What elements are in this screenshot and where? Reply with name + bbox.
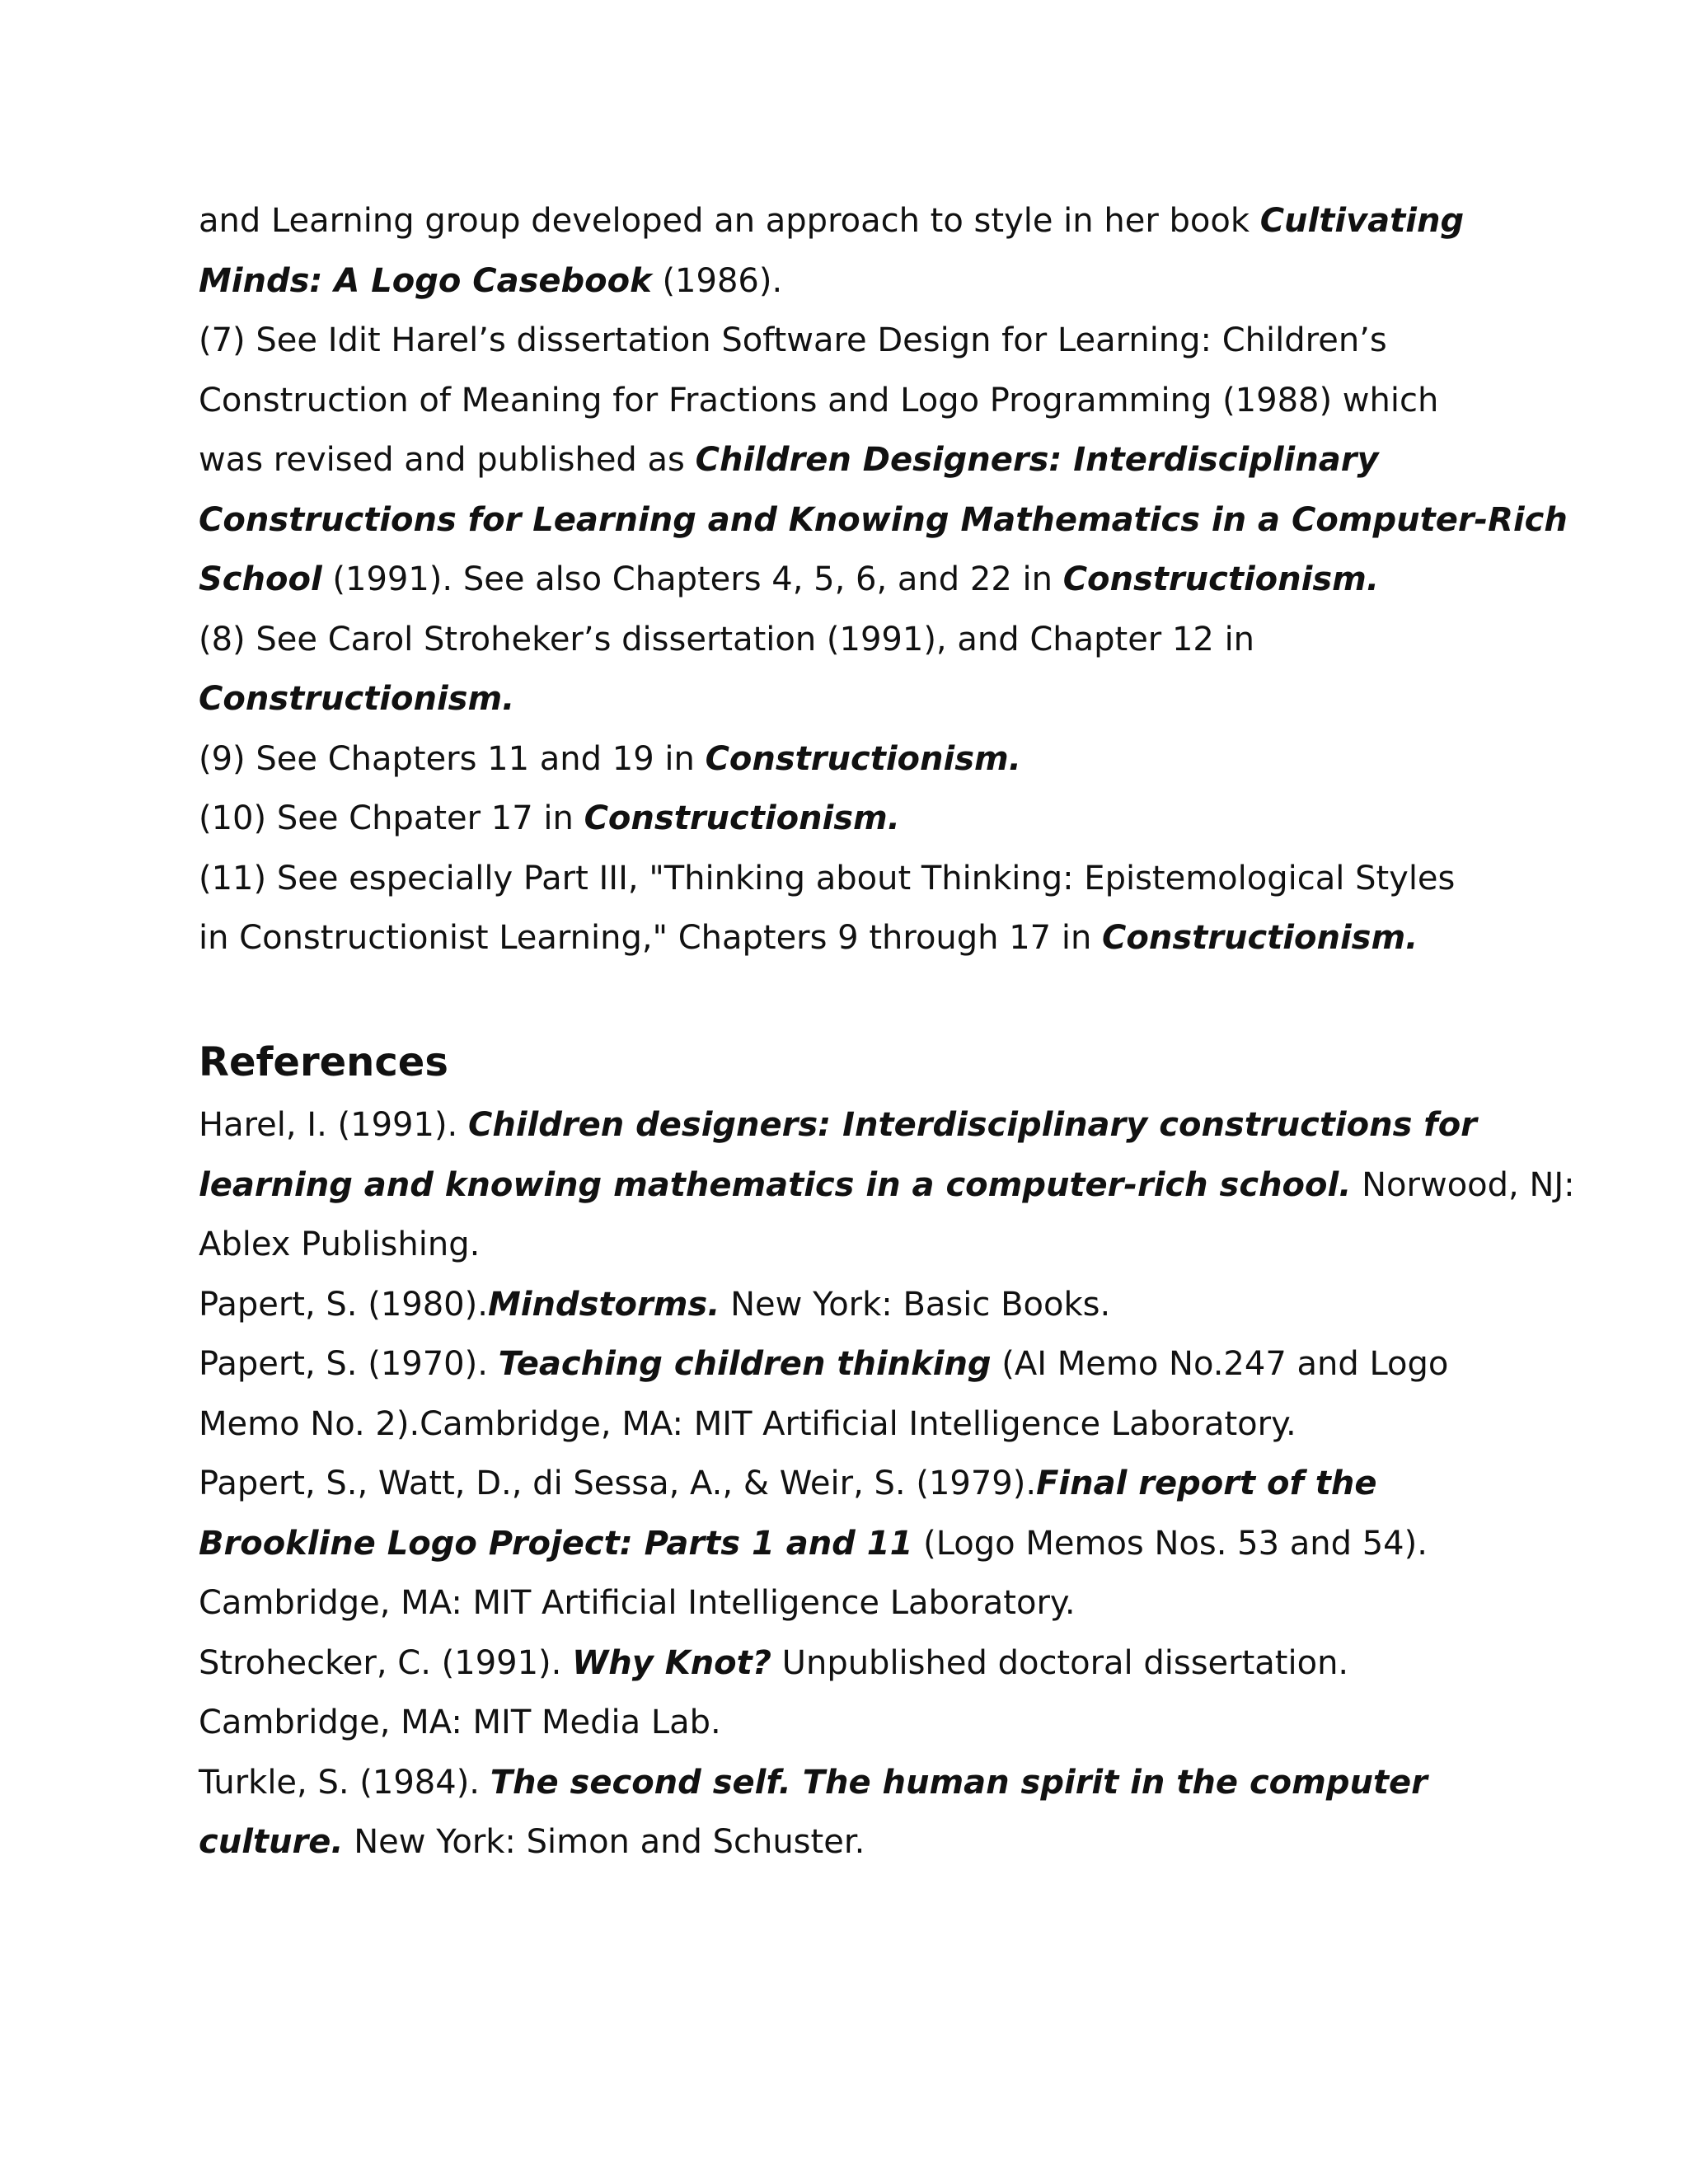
reference-line — [199, 1454, 1517, 1514]
text-segment: (AI Memo No.247 and Logo — [991, 1345, 1449, 1383]
text-segment: Ablex Publishing. — [199, 1226, 481, 1263]
text-segment: was revised and published as — [199, 441, 696, 479]
text-segment: Papert, S., Watt, D., di Sessa, A., & Weir, S. (1979). — [199, 1465, 1037, 1502]
endnote-line — [199, 550, 1517, 610]
endnote-line — [199, 371, 1517, 431]
text-segment: (9) See Chapters 11 and 19 in — [199, 739, 706, 778]
text-segment: (Logo Memos Nos. 53 and 54). — [912, 1524, 1428, 1563]
italic-title-text: Constructionism. — [584, 799, 900, 837]
text-segment: in Constructionist Learning," Chapters 9 through 17 in — [199, 919, 1103, 957]
italic-title-text: Children Designers: Interdisciplinary — [695, 441, 1379, 479]
references-list — [199, 1095, 1575, 1872]
endnote-line — [199, 729, 1517, 790]
italic-title-text: Brookline Logo Project: Parts 1 and 11 — [199, 1524, 913, 1563]
document-page — [199, 191, 1575, 1872]
text-segment: (1986). — [651, 261, 783, 300]
italic-title-text: Mindstorms. — [487, 1285, 720, 1324]
text-segment: (10) See Chpater 17 in — [199, 799, 584, 837]
italic-title-text: Constructionism. — [1062, 560, 1380, 598]
text-segment: Cambridge, MA: MIT Media Lab. — [199, 1704, 721, 1741]
reference-line — [199, 1573, 1517, 1633]
italic-title-text: Constructions for Learning and Knowing Mathematics in a Computer-Rich — [199, 500, 1568, 539]
italic-title-text: Constructionism. — [705, 739, 1021, 778]
italic-title-text: Constructionism. — [1102, 919, 1418, 957]
text-segment: New York: Basic Books. — [720, 1285, 1111, 1324]
endnote-line — [199, 669, 1517, 729]
reference-line — [199, 1334, 1517, 1394]
endnotes-section — [199, 191, 1568, 968]
endnote-line — [199, 490, 1568, 551]
italic-title-text: Final report of the — [1036, 1465, 1377, 1502]
text-segment: (1991). See also Chapters 4, 5, 6, and 22 in — [321, 560, 1063, 598]
endnote-line — [199, 251, 1517, 312]
italic-title-text: learning and knowing mathematics in a computer-rich school. — [199, 1165, 1352, 1204]
italic-title-text: Children designers: Interdisciplinary constructions for — [467, 1106, 1477, 1144]
italic-title-text: Teaching children thinking — [498, 1345, 992, 1383]
section-gap — [199, 968, 1517, 1029]
endnote-line — [199, 191, 1517, 251]
text-segment: and Learning group developed an approach to style in her book — [199, 202, 1260, 240]
italic-title-text: School — [199, 560, 322, 598]
reference-line — [199, 1753, 1517, 1813]
text-segment: Unpublished doctoral dissertation. — [771, 1643, 1349, 1682]
italic-title-text: The second self. The human spirit in the computer — [490, 1763, 1428, 1802]
reference-line — [199, 1275, 1517, 1335]
endnote-line — [199, 610, 1517, 670]
text-segment: (11) See especially Part III, "Thinking about Thinking: Epistemological Styles — [199, 859, 1456, 898]
references-heading: References — [199, 1039, 448, 1085]
endnote-line — [199, 430, 1517, 490]
reference-line — [199, 1155, 1575, 1216]
italic-title-text: Cultivating — [1259, 202, 1465, 240]
reference-line — [199, 1812, 1517, 1872]
reference-line — [199, 1394, 1517, 1455]
italic-title-text: Constructionism. — [199, 680, 515, 718]
reference-line — [199, 1215, 1517, 1275]
text-segment: Cambridge, MA: MIT Artificial Intelligence Laboratory. — [199, 1584, 1076, 1622]
italic-title-text: Why Knot? — [572, 1643, 771, 1682]
text-segment: Construction of Meaning for Fractions and Logo Programming (1988) which — [199, 381, 1439, 419]
text-segment: (7) See Idit Harel’s dissertation Software Design for Learning: Children’s — [199, 321, 1387, 359]
endnote-line — [199, 908, 1517, 968]
italic-title-text: Minds: A Logo Casebook — [199, 261, 652, 300]
reference-line — [199, 1693, 1517, 1753]
text-segment: Harel, I. (1991). — [199, 1106, 468, 1144]
text-segment: Memo No. 2).Cambridge, MA: MIT Artificial Intelligence Laboratory. — [199, 1404, 1296, 1443]
text-segment: Turkle, S. (1984). — [199, 1763, 490, 1802]
text-segment: (8) See Carol Stroheker’s dissertation (1991), and Chapter 12 in — [199, 620, 1255, 658]
endnote-line — [199, 849, 1517, 909]
endnote-line — [199, 789, 1517, 849]
endnote-line — [199, 311, 1517, 371]
text-segment: Papert, S. (1980). — [199, 1285, 488, 1324]
italic-title-text: culture. — [199, 1823, 344, 1861]
reference-line — [199, 1514, 1517, 1574]
reference-line — [199, 1633, 1517, 1694]
text-segment: Norwood, NJ: — [1351, 1165, 1575, 1204]
text-segment: New York: Simon and Schuster. — [343, 1823, 865, 1861]
text-segment: Strohecker, C. (1991). — [199, 1643, 573, 1682]
text-segment: Papert, S. (1970). — [199, 1345, 499, 1383]
reference-line — [199, 1095, 1517, 1155]
